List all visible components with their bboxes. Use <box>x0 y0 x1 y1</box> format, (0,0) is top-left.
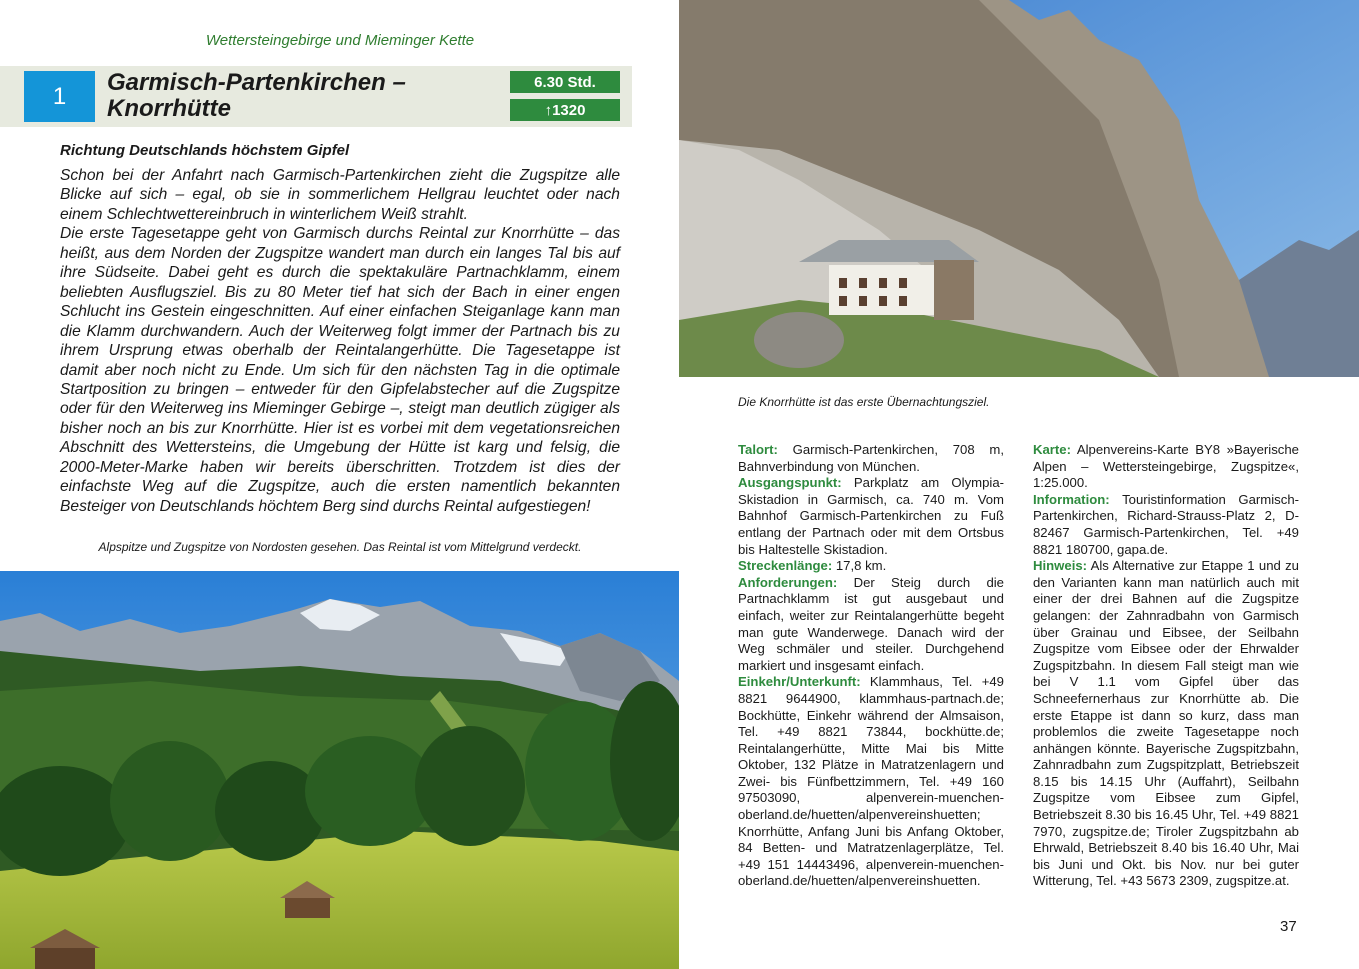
info-value: Parkplatz am Olympia-Skistadion in Garmisch, ca. 740 m. Vom Bahnhof Garmisch-Partenkirchen zu Fuß entlang der Partnach oder mit dem Ortsbus bis Haltestelle Skistadion. <box>738 475 1005 557</box>
info-label: Ausgangspunkt: <box>738 475 842 491</box>
info-value: Touristinformation Garmisch-Partenkirchen, Richard-Strauss-Platz 2, D-82467 Garmisch-Partenkirchen, Tel. +49 8821 180700, gapa.de. <box>1033 491 1299 557</box>
info-column-right <box>1033 442 1299 890</box>
tour-title-line1: Garmisch-Partenkirchen – <box>107 69 406 96</box>
info-value: Klammhaus, Tel. +49 8821 9644900, klammhaus-partnach.de; Bockhütte, Einkehr während der Almsaison, Tel. +49 8821 73844, bockhütte.de; Reintalangerhütte, Mitte Mai bis Mitte Oktober, 132 Plätze in Matratzenlagern und Zwei- bis Fünfbettzimmern, Tel. +49 160 97503090, alpenverein-muenchen-oberland.de/huetten/alpenvereinshuetten; Knorrhütte, Anfang Juni bis Anfang Oktober, 84 Betten- und Matratzenlagerplätze, Tel. +49 151 14443496, alpenverein-muenchen-oberland.de/huetten/alpenvereinshuetten. <box>738 674 1004 889</box>
info-anforderungen <box>738 575 1004 675</box>
photo-caption-knorrhuette: Die Knorrhütte ist das erste Übernachtungsziel. <box>738 395 990 409</box>
info-label: Information: <box>1033 491 1110 507</box>
info-karte <box>1033 442 1299 492</box>
info-hinweis <box>1033 558 1299 890</box>
info-value: Als Alternative zur Etappe 1 und zu den Varianten kann man natürlich auch mit einer der drei Bahnen auf die Zugspitze gelangen: der Zahnradbahn von Garmisch über Grainau und Eibsee, der Seilbahn Zugspitze vom Eibsee oder der Ehrwalder Zugspitzbahn. In diesem Fall steigt man wie bei V 1.1 vom Gipfel über das Schneefernerhaus zur Knorrhütte ab. Die erste Etappe ist dann so kurz, dass man problemlos die zweite Tagesetappe noch anhängen könnte. Bayerische Zugspitzbahn, Zahnradbahn zum Zugspitzplatt, Betriebszeit 8.15 bis 14.15 Uhr (Auffahrt), Seilbahn Zugspitze vom Eibsee zum Gipfel, Betriebszeit 8.30 bis 16.45 Uhr, Tel. +49 8821 7970, zugspitze.de; Tiroler Zugspitzbahn ab Ehrwald, Betriebszeit 8.40 bis 16.40 Uhr, Mai bis Juni und Okt. bis Nov. nur bei guter Witterung, Tel. +43 5673 2309, zugspitze.at. <box>1033 558 1299 889</box>
tour-title <box>107 70 487 122</box>
tour-title-line2: Knorrhütte <box>107 95 231 122</box>
info-value: Garmisch-Partenkirchen, 708 m, Bahnverbindung von München. <box>738 442 1004 474</box>
info-label: Einkehr/Unterkunft: <box>738 674 861 690</box>
info-information <box>1033 492 1299 558</box>
intro-text <box>60 166 620 516</box>
info-label: Talort: <box>738 442 778 457</box>
region-header: Wettersteingebirge und Mieminger Kette <box>205 32 475 49</box>
info-column-left <box>738 442 1004 890</box>
intro-paragraph: Schon bei der Anfahrt nach Garmisch-Partenkirchen zieht die Zugspitze alle Blicke auf sich – egal, ob sie in sommerlichem Hellgrau leuchtet oder nach einem Schlechtwettereinbruch in winterlichem Weiß strahlt. <box>60 167 620 223</box>
info-einkehr <box>738 674 1004 890</box>
duration-badge: 6.30 Std. <box>510 71 620 93</box>
page-number: 37 <box>1280 918 1297 935</box>
info-streckenlaenge <box>738 558 1004 575</box>
info-value: Alpenvereins-Karte BY8 »Bayerische Alpen – Wettersteingebirge, Zugspitze«, 1:25.000. <box>1033 442 1299 491</box>
intro-paragraph: Die erste Tagesetappe geht von Garmisch durchs Reintal zur Knorrhütte – das heißt, aus dem Norden der Zugspitze wandert man durch ein langes Tal bis auf ihre Südseite. Dabei geht es durch die spektakuläre Partnachklamm, einem beliebten Ausflugsziel. Bis zu 80 Meter tief hat sich der Bach in einer engen Schlucht ins Gestein eingeschnitten. Auf einer einfachen Steiganlage kann man die Klamm durchwandern. Auch der Weiterweg folgt immer der Partnach bis zu ihrem Ursprung etwas oberhalb der Reintalangerhütte. Die Tagesetappe ist damit aber noch nicht zu Ende. Um sich für den nächsten Tag in die optimale Startposition zu bringen – entweder für den Gipfelabstecher auf die Zugspitze oder für den Weiterweg ins Mieminger Gebirge –, steigt man deutlich zügiger als bisher noch an bis zur Knorrhütte. Hier ist es vorbei mit dem vegetationsreichen Abschnitt des Wettersteins, die Umgebung der Hütte ist karg und felsig, die 2000-Meter-Marke haben wir bereits überschritten. Trotzdem ist dies der einfachste Weg auf die Zugspitze, auch die ersten namentlich bekannten Besteiger von Deutschlands höchtem Berg sind durchs Reintal aufgestiegen! <box>60 225 620 515</box>
info-label: Streckenlänge: <box>738 558 833 574</box>
info-label: Anforderungen: <box>738 574 838 590</box>
alpspitze-photo <box>0 571 679 969</box>
ascent-badge: ↑1320 <box>510 99 620 121</box>
knorrhuette-photo <box>679 0 1359 377</box>
intro-heading: Richtung Deutschlands höchstem Gipfel <box>60 142 350 159</box>
info-value: Der Steig durch die Partnachklamm ist gut ausgebaut und einfach, weiter zur Reintalangerhütte begeht man gute Wanderwege. Danach wird der Weg schmäler und steiler. Durchgehend markiert und insgesamt einfach. <box>738 574 1004 673</box>
info-label: Hinweis: <box>1033 558 1088 574</box>
tour-number-badge: 1 <box>24 71 95 122</box>
info-ausgangspunkt <box>738 475 1004 558</box>
info-value: 17,8 km. <box>835 558 887 574</box>
info-talort <box>738 442 1004 475</box>
info-label: Karte: <box>1033 442 1071 457</box>
photo-caption-alpspitze: Alpspitze und Zugspitze von Nordosten gesehen. Das Reintal ist vom Mittelgrund verdeckt. <box>98 540 582 554</box>
